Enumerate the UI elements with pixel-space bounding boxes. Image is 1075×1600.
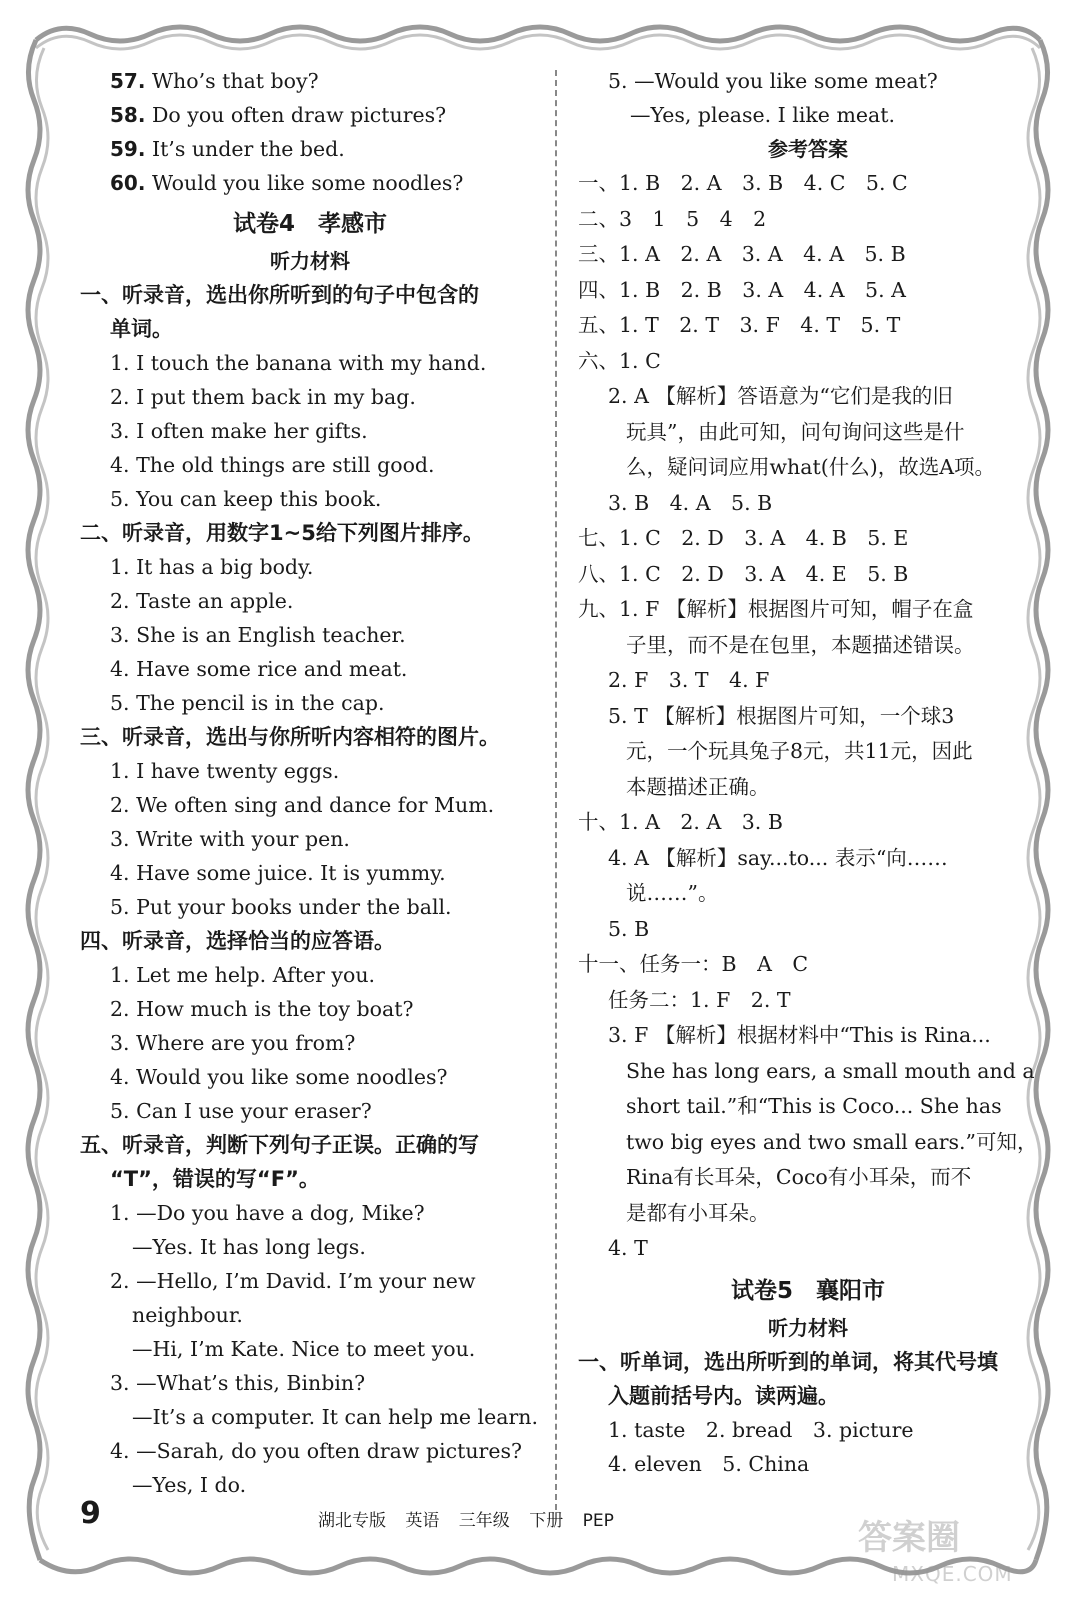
- answer-line: 3. F 【解析】根据材料中“This is Rina...: [608, 1023, 991, 1047]
- answer-line: 十一、任务一：B A C: [578, 952, 809, 976]
- list-item: 4. Have some rice and meat.: [110, 657, 408, 681]
- list-item: 4. The old things are still good.: [110, 453, 435, 477]
- dialogue-line: —It’s a computer. It can help me learn.: [132, 1405, 538, 1429]
- answer-line: 九、1. F 【解析】根据图片可知，帽子在盒: [578, 597, 974, 621]
- page-number: 9: [80, 1496, 101, 1531]
- watermark-url: MXQE.COM: [892, 1562, 1013, 1586]
- answer-line: 4. T: [608, 1236, 648, 1260]
- answer-line: 十、1. A 2. A 3. B: [578, 810, 783, 834]
- section-heading: 一、听录音，选出你所听到的句子中包含的: [80, 283, 479, 307]
- list-item: 1. taste 2. bread 3. picture: [608, 1417, 914, 1442]
- list-item: 5. Put your books under the ball.: [110, 895, 452, 919]
- list-item: 1. I have twenty eggs.: [110, 759, 340, 783]
- answer-line: 任务二：1. F 2. T: [608, 987, 791, 1012]
- list-item: 3. Where are you from?: [110, 1031, 356, 1055]
- answer-line: 说……”。: [626, 881, 719, 905]
- paper4-title: 试卷4 孝感市: [232, 211, 387, 237]
- answer-line: Rina有长耳朵，Coco有小耳朵，而不: [626, 1165, 972, 1189]
- dialogue-line: —Yes, please. I like meat.: [630, 103, 895, 127]
- answer-line: 2. F 3. T 4. F: [608, 668, 770, 692]
- answer-line: 四、1. B 2. B 3. A 4. A 5. A: [578, 277, 906, 302]
- answer-line: 玩具”，由此可知，问句询问这些是什: [626, 419, 965, 444]
- list-item: 4. eleven 5. China: [608, 1451, 810, 1476]
- question-line: 58. Do you often draw pictures?: [110, 103, 447, 127]
- answer-line: 元，一个玩具兔子8元，共11元，因此: [626, 739, 973, 763]
- answer-line: 是都有小耳朵。: [626, 1200, 770, 1225]
- list-item: 4. Have some juice. It is yummy.: [110, 861, 446, 885]
- list-item: 5. Can I use your eraser?: [110, 1099, 372, 1123]
- answer-line: 5. T 【解析】根据图片可知，一个球3: [608, 703, 955, 728]
- answer-line: She has long ears, a small mouth and a: [626, 1058, 1035, 1083]
- list-item: 5. You can keep this book.: [110, 487, 382, 511]
- question-line: 59. It’s under the bed.: [110, 137, 345, 161]
- answer-line: 八、1. C 2. D 3. A 4. E 5. B: [578, 561, 909, 586]
- answer-line: 三、1. A 2. A 3. A 4. A 5. B: [578, 242, 906, 266]
- dialogue-line: 1. —Do you have a dog, Mike?: [110, 1201, 425, 1225]
- section-heading: 五、听录音，判断下列句子正误。正确的写: [80, 1133, 479, 1157]
- watermark-logo: 答案圈: [858, 1518, 960, 1558]
- list-item: 2. I put them back in my bag.: [110, 385, 416, 409]
- list-item: 1. It has a big body.: [110, 555, 314, 579]
- answer-line: two big eyes and two small ears.”可知，: [626, 1129, 1038, 1154]
- section-heading: 三、听录音，选出与你所听内容相符的图片。: [80, 725, 500, 749]
- answer-line: 六、1. C: [578, 348, 661, 373]
- page-footer: [80, 1496, 980, 1540]
- answer-line: 么，疑问词应用what(什么)，故选A项。: [626, 455, 996, 479]
- dialogue-line: neighbour.: [132, 1303, 243, 1327]
- answer-line: 七、1. C 2. D 3. A 4. B 5. E: [578, 526, 909, 550]
- question-line: 57. Who’s that boy?: [110, 69, 319, 93]
- left-column: [80, 64, 540, 1502]
- list-item: 3. Write with your pen.: [110, 827, 350, 851]
- dialogue-line: 4. —Sarah, do you often draw pictures?: [110, 1439, 522, 1463]
- section-heading: 二、听录音，用数字1~5给下列图片排序。: [80, 521, 484, 545]
- paper5-subtitle: 听力材料: [768, 1315, 848, 1340]
- list-item: 1. I touch the banana with my hand.: [110, 351, 487, 375]
- dialogue-line: —Yes, I do.: [132, 1473, 247, 1497]
- list-item: 3. I often make her gifts.: [110, 419, 368, 443]
- section-heading-cont: “T”，错误的写“F”。: [110, 1167, 320, 1191]
- answer-line: 五、1. T 2. T 3. F 4. T 5. T: [578, 313, 901, 337]
- answer-line: 3. B 4. A 5. B: [608, 490, 773, 515]
- answer-line: 一、1. B 2. A 3. B 4. C 5. C: [578, 171, 908, 195]
- answer-line: 2. A 【解析】答语意为“它们是我的旧: [608, 384, 953, 408]
- list-item: 1. Let me help. After you.: [110, 963, 376, 987]
- section-heading-cont: 入题前括号内。读两遍。: [608, 1383, 839, 1408]
- list-item: 4. Would you like some noodles?: [110, 1065, 448, 1089]
- column-divider: [555, 70, 557, 1510]
- dialogue-line: —Yes. It has long legs.: [132, 1235, 366, 1259]
- section-heading-cont: 单词。: [110, 317, 173, 341]
- right-column: [578, 64, 1038, 1481]
- list-item: 2. We often sing and dance for Mum.: [110, 793, 495, 817]
- list-item: 2. How much is the toy boat?: [110, 997, 414, 1021]
- footer-text: 湖北专版 英语 三年级 下册 PEP: [318, 1511, 614, 1531]
- paper4-subtitle: 听力材料: [270, 249, 350, 273]
- section-heading: 四、听录音，选择恰当的应答语。: [80, 929, 395, 953]
- list-item: 3. She is an English teacher.: [110, 623, 406, 647]
- dialogue-line: 2. —Hello, I’m David. I’m your new: [110, 1269, 476, 1293]
- top-question-list: [80, 64, 540, 200]
- answer-line: 4. A 【解析】say...to... 表示“向……: [608, 845, 948, 870]
- answer-line: 本题描述正确。: [626, 774, 770, 799]
- answer-line: short tail.”和“This is Coco... She has: [626, 1094, 1002, 1118]
- question-line: 60. Would you like some noodles?: [110, 171, 464, 195]
- list-item: 2. Taste an apple.: [110, 589, 294, 613]
- section-heading: 一、听单词，选出所听到的单词，将其代号填: [578, 1349, 998, 1374]
- answer-line: 二、3 1 5 4 2: [578, 206, 767, 231]
- list-item: 5. The pencil is in the cap.: [110, 691, 385, 715]
- dialogue-line: 3. —What’s this, Binbin?: [110, 1371, 366, 1395]
- answer-line: 5. B: [608, 916, 650, 941]
- answer-line: 子里，而不是在包里，本题描述错误。: [626, 632, 975, 657]
- dialogue-line: —Hi, I’m Kate. Nice to meet you.: [132, 1337, 476, 1361]
- dialogue-line: 5. —Would you like some meat?: [608, 69, 938, 93]
- answers-title: 参考答案: [768, 137, 848, 161]
- paper5-title: 试卷5 襄阳市: [730, 1277, 885, 1304]
